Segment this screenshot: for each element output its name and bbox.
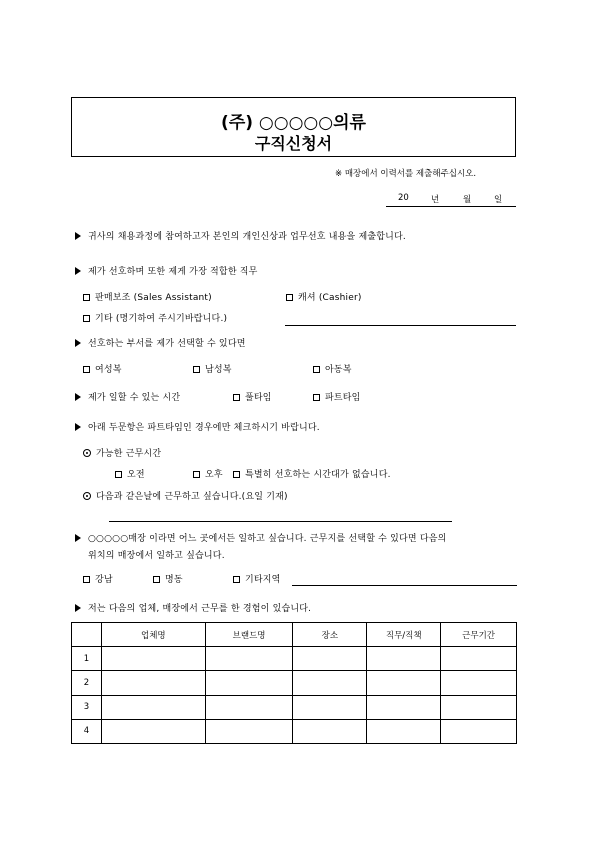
header-location: 장소 [293,623,367,647]
checkbox-icon[interactable] [83,315,90,322]
date-year: 20 [398,193,409,203]
header-period: 근무기간 [441,623,517,647]
q5-heading-line2: 위치의 매장에서 일하고 싶습니다. [88,551,225,561]
date-month-label: 월 [463,195,472,205]
intro-statement: 귀사의 채용과정에 참여하고자 본인의 개인신상과 업무선호 내용을 제출합니다. [75,229,406,242]
checkbox-icon[interactable] [313,366,320,373]
option-kids[interactable]: 아동복 [313,362,352,375]
table-cell[interactable] [441,719,517,743]
table-cell[interactable] [293,719,367,743]
checkbox-icon[interactable] [286,294,293,301]
checkbox-icon[interactable] [313,394,320,401]
checkbox-icon[interactable] [83,576,90,583]
table-row [72,671,517,695]
document-title: 구직신청서 [254,134,333,153]
table-cell[interactable] [441,695,517,719]
arrow-icon [75,393,81,401]
table-cell[interactable] [367,671,441,695]
table-cell[interactable] [101,719,205,743]
bullet-circle-icon [83,492,91,500]
checkbox-icon[interactable] [233,471,240,478]
option-part-time[interactable]: 파트타임 [313,390,361,403]
table-header-row [72,623,517,647]
table-cell[interactable] [101,671,205,695]
table-cell[interactable] [205,719,293,743]
option-morning[interactable]: 오전 [115,467,145,480]
checkbox-icon[interactable] [233,394,240,401]
q4-heading: 아래 두문항은 파트타임인 경우에만 체크하시기 바랍니다. [75,420,320,433]
arrow-icon [75,534,81,542]
other-region-input-line[interactable] [292,585,517,586]
submission-note: ※ 매장에서 이력서를 제출해주십시오. [335,169,477,179]
checkbox-icon[interactable] [193,366,200,373]
arrow-icon [75,604,81,612]
option-gangnam[interactable]: 강남 [83,572,113,585]
option-no-preference[interactable]: 특별히 선호하는 시간대가 없습니다. [233,467,391,480]
table-cell[interactable] [293,695,367,719]
other-job-input-line[interactable] [285,325,516,326]
available-hours-label: 가능한 근무시간 [83,446,161,459]
header-position: 직무/직책 [367,623,441,647]
arrow-icon [75,267,81,275]
table-cell[interactable] [441,671,517,695]
header-company: 업체명 [101,623,205,647]
row-number: 3 [72,695,102,719]
option-cashier[interactable]: 캐셔 (Cashier) [286,290,362,303]
table-cell[interactable] [205,671,293,695]
date-year-label: 년 [431,195,440,205]
date-underline [386,206,516,207]
checkbox-icon[interactable] [153,576,160,583]
title-box [71,97,516,157]
checkbox-icon[interactable] [83,366,90,373]
checkbox-icon[interactable] [83,294,90,301]
table-cell[interactable] [101,695,205,719]
row-number: 2 [72,671,102,695]
arrow-icon [75,339,81,347]
arrow-icon [75,232,81,240]
company-name: (주) ○○○○○의류 [221,113,366,133]
header-index [72,623,102,647]
option-sales-assistant[interactable]: 판매보조 (Sales Assistant) [83,290,212,303]
table-cell[interactable] [293,647,367,671]
q6-heading: 저는 다음의 업체, 매장에서 근무를 한 경험이 있습니다. [75,601,311,614]
table-cell[interactable] [367,695,441,719]
option-other-job[interactable]: 기타 (명기하여 주시기바랍니다.) [83,311,227,324]
option-mens[interactable]: 남성복 [193,362,232,375]
table-cell[interactable] [367,647,441,671]
table-cell[interactable] [293,671,367,695]
experience-table [71,622,517,744]
row-number: 4 [72,719,102,743]
q5-heading-line1: ○○○○○매장 이라면 어느 곳에서든 일하고 싶습니다. 근무지를 선택할 수 있다면 다음의 [75,531,447,544]
table-cell[interactable] [367,719,441,743]
table-row [72,647,517,671]
option-other-region[interactable]: 기타지역 [233,572,281,585]
date-day-label: 일 [494,195,503,205]
table-cell[interactable] [101,647,205,671]
option-afternoon[interactable]: 오후 [193,467,223,480]
row-number: 1 [72,647,102,671]
table-cell[interactable] [441,647,517,671]
q2-heading: 선호하는 부서를 제가 선택할 수 있다면 [75,336,246,349]
q1-heading: 제가 선호하며 또한 제게 가장 적합한 직무 [75,264,258,277]
preferred-days-input-line[interactable] [109,521,452,522]
table-cell[interactable] [205,647,293,671]
checkbox-icon[interactable] [115,471,122,478]
q3-heading: 제가 일할 수 있는 시간 [75,390,180,403]
bullet-circle-icon [83,449,91,457]
option-womens[interactable]: 여성복 [83,362,122,375]
checkbox-icon[interactable] [233,576,240,583]
table-cell[interactable] [205,695,293,719]
table-row [72,695,517,719]
arrow-icon [75,423,81,431]
table-row [72,719,517,743]
option-full-time[interactable]: 풀타임 [233,390,272,403]
checkbox-icon[interactable] [193,471,200,478]
header-brand: 브랜드명 [205,623,293,647]
preferred-days-label: 다음과 같은날에 근무하고 싶습니다.(요일 기재) [83,489,288,502]
option-myeongdong[interactable]: 명동 [153,572,183,585]
